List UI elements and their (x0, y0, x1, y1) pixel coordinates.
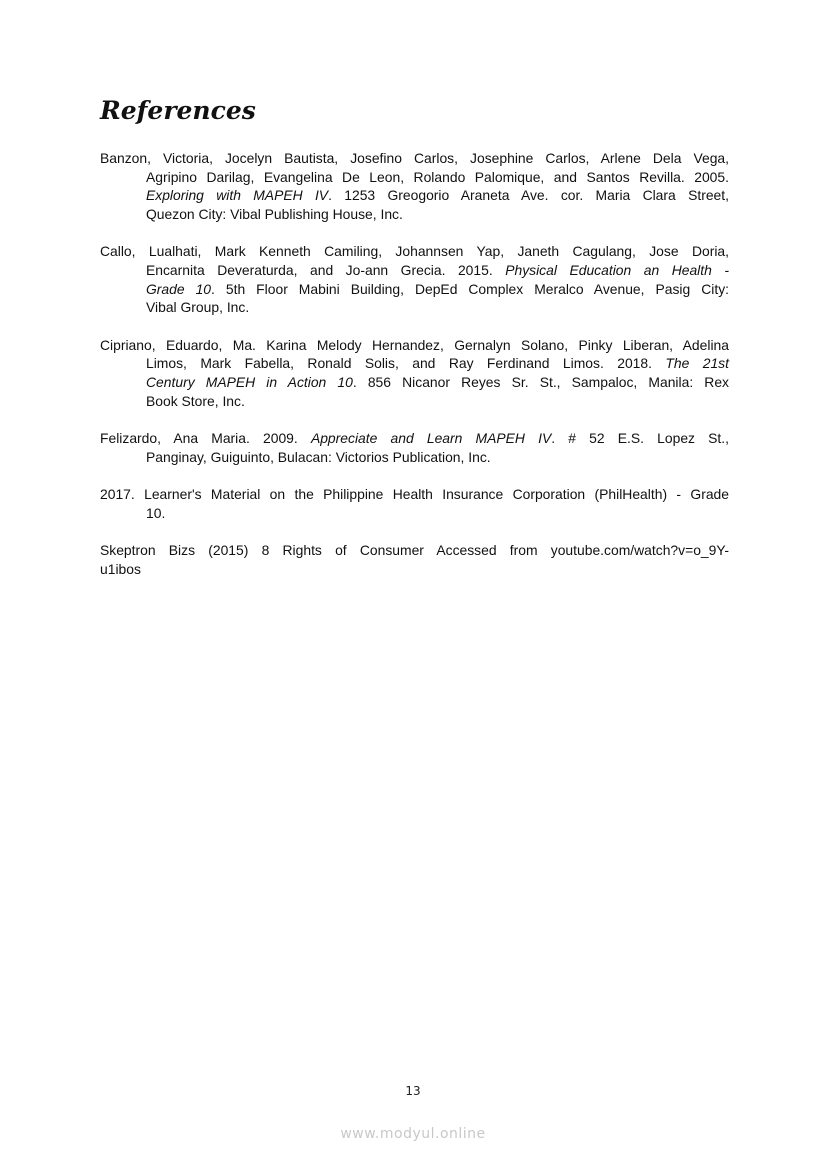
reference-text: Book Store, Inc. (146, 392, 245, 409)
reference-line (100, 448, 729, 467)
page-number: 13 (405, 1084, 421, 1098)
page-title: References (100, 96, 256, 125)
reference-text: Panginay, Guiguinto, Bulacan: Victorios Publication, Inc. (146, 448, 491, 465)
reference-title: Exploring with MAPEH IV (146, 187, 329, 204)
reference-line (100, 541, 729, 560)
reference-text: Agripino Darilag, Evangelina De Leon, Rolando Palomique, and Santos Revilla. 2005. (146, 168, 729, 185)
reference-text: . 856 Nicanor Reyes Sr. St., Sampaloc, Manila: Rex (352, 374, 729, 391)
reference-line (100, 242, 729, 261)
reference-title: Appreciate and Learn MAPEH IV (310, 430, 552, 447)
reference-line (100, 168, 729, 187)
reference-text: Callo, Lualhati, Mark Kenneth Camiling, Johannsen Yap, Janeth Cagulang, Jose Doria, (100, 243, 729, 260)
reference-line (100, 205, 729, 224)
reference-line (100, 149, 729, 168)
reference-entry (100, 485, 729, 522)
reference-line (100, 186, 729, 205)
reference-title: Physical Education an Health - (505, 262, 729, 279)
reference-list (100, 149, 729, 597)
reference-text: Felizardo, Ana Maria. 2009. (100, 430, 311, 447)
reference-entry (100, 242, 729, 317)
reference-line (100, 485, 729, 504)
reference-text: u1ibos (100, 560, 141, 577)
reference-text: Skeptron Bizs (2015) 8 Rights of Consumer Accessed from youtube.com/watch?v=o_9Y- (100, 541, 729, 558)
reference-line (100, 504, 729, 523)
reference-text: 2017. Learner's Material on the Philippine Health Insurance Corporation (PhilHealth) - Grade (100, 486, 729, 502)
reference-line (100, 261, 729, 280)
reference-text: Banzon, Victoria, Jocelyn Bautista, Josefino Carlos, Josephine Carlos, Arlene Dela Vega, (100, 150, 729, 166)
reference-text: . # 52 E.S. Lopez St., (551, 430, 729, 447)
reference-entry (100, 429, 729, 466)
reference-line (100, 336, 729, 355)
reference-line (100, 560, 729, 579)
reference-text: Quezon City: Vibal Publishing House, Inc. (146, 206, 403, 223)
reference-line (100, 354, 729, 373)
reference-line (100, 392, 729, 411)
reference-entry (100, 541, 729, 578)
reference-text: . 5th Floor Mabini Building, DepEd Complex Meralco Avenue, Pasig City: (211, 280, 730, 297)
reference-line (100, 298, 729, 317)
reference-line (100, 280, 729, 299)
reference-text: . 1253 Greogorio Araneta Ave. cor. Maria Clara Street, (328, 187, 729, 204)
reference-title: The 21st (665, 355, 729, 372)
reference-text: Vibal Group, Inc. (146, 299, 250, 316)
reference-entry (100, 149, 729, 224)
reference-title: Grade 10 (146, 280, 212, 297)
reference-entry (100, 336, 729, 411)
reference-text: Encarnita Deveraturda, and Jo-ann Grecia. 2015. (146, 262, 506, 279)
reference-text: 10. (146, 504, 166, 521)
reference-text: Limos, Mark Fabella, Ronald Solis, and Ray Ferdinand Limos. 2018. (146, 355, 666, 372)
reference-text: Cipriano, Eduardo, Ma. Karina Melody Hernandez, Gernalyn Solano, Pinky Liberan, Adelina (100, 336, 729, 353)
reference-line (100, 373, 729, 392)
watermark: www.modyul.online (340, 1126, 486, 1142)
reference-title: Century MAPEH in Action 10 (146, 374, 353, 391)
reference-line (100, 429, 729, 448)
